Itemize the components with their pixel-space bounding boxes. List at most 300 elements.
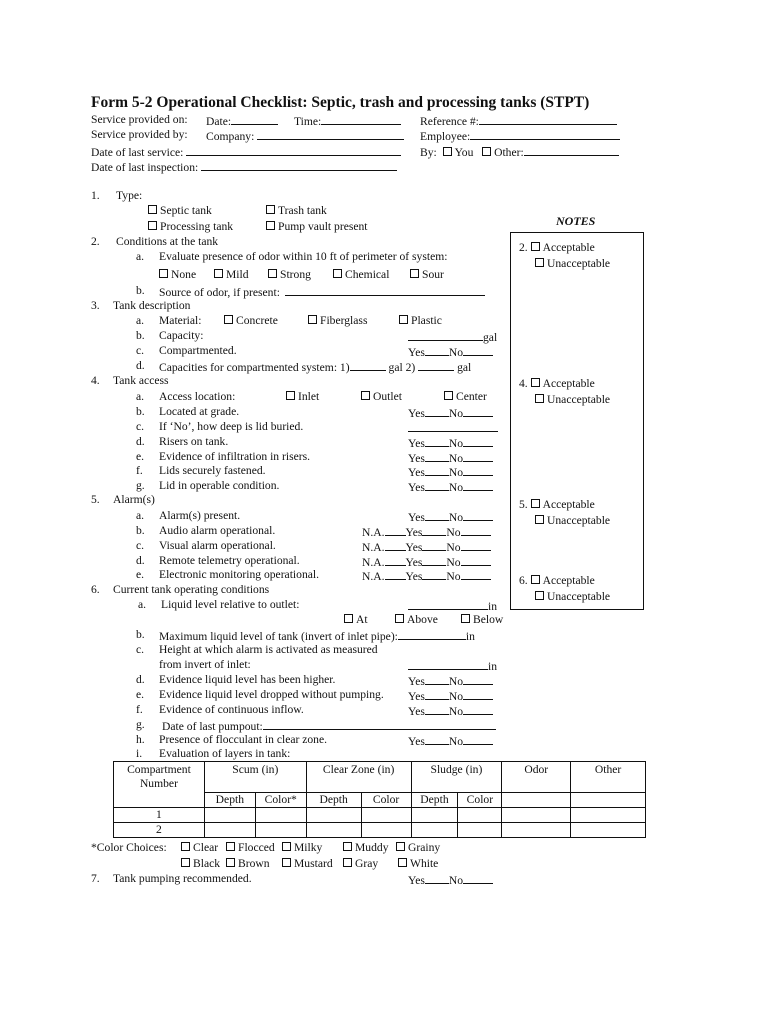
- section-5-number: 5.: [91, 493, 100, 506]
- alarm-height-label-2: from invert of inlet:: [159, 658, 251, 671]
- level-below-label: Below: [473, 613, 504, 626]
- reference-label: Reference #:: [420, 115, 479, 128]
- table-cell[interactable]: [571, 823, 646, 838]
- acceptable-label: Acceptable: [542, 377, 595, 390]
- notes-4-number: 4.: [519, 377, 528, 390]
- color-milky-checkbox[interactable]: [282, 842, 291, 851]
- odor-sour-option[interactable]: [410, 268, 444, 282]
- table-cell[interactable]: [458, 808, 502, 823]
- compartment-header: [114, 762, 205, 808]
- color-milky-option[interactable]: [282, 841, 322, 855]
- access-inlet-label: Inlet: [298, 390, 320, 403]
- remote-telemetry-label: Remote telemetry operational.: [159, 554, 300, 567]
- color-brown-label: Brown: [238, 857, 270, 870]
- located-at-grade-yes-no[interactable]: [408, 405, 493, 421]
- concrete-checkbox[interactable]: [224, 315, 233, 324]
- color-flocced-label: Flocced: [238, 841, 275, 854]
- reference-field[interactable]: [420, 113, 617, 129]
- visual-alarm-na-yes-no[interactable]: [362, 539, 491, 555]
- item-letter: a.: [136, 390, 145, 403]
- yes-label: Yes: [408, 481, 425, 494]
- item-letter: b.: [136, 284, 145, 297]
- color-grainy-label: Grainy: [408, 841, 441, 854]
- last-service-field[interactable]: [91, 144, 401, 160]
- access-center-label: Center: [456, 390, 487, 403]
- infiltration-label: Evidence of infiltration in risers.: [159, 450, 310, 463]
- table-cell[interactable]: [204, 808, 255, 823]
- risers-yes-no[interactable]: [408, 435, 493, 451]
- compartment-header-line1: Compartment: [127, 763, 191, 776]
- item-letter: g.: [136, 718, 145, 731]
- fiberglass-checkbox[interactable]: [308, 315, 317, 324]
- other-label: Other:: [494, 146, 524, 159]
- compartment-capacities-field[interactable]: [159, 359, 471, 375]
- table-cell[interactable]: [571, 808, 646, 823]
- item-letter: a.: [138, 598, 147, 611]
- section-6-label: Current tank operating conditions: [113, 583, 270, 596]
- access-outlet-option[interactable]: [361, 390, 402, 404]
- electronic-monitoring-label: Electronic monitoring operational.: [159, 568, 320, 581]
- color-mustard-label: Mustard: [294, 857, 333, 870]
- color-brown-option[interactable]: [226, 857, 270, 871]
- capacity-label: Capacity:: [159, 329, 204, 342]
- odor-evaluation-label: Evaluate presence of odor within 10 ft of perimeter of system:: [159, 250, 448, 263]
- service-on-label: Service provided on:: [91, 113, 188, 126]
- yes-label: Yes: [408, 407, 425, 420]
- material-label: Material:: [159, 314, 202, 327]
- color-brown-checkbox[interactable]: [226, 858, 235, 867]
- gal-unit: gal: [457, 361, 472, 374]
- table-cell[interactable]: [458, 823, 502, 838]
- color-white-option[interactable]: [398, 857, 438, 871]
- yes-label: Yes: [405, 556, 423, 569]
- odor-none-checkbox[interactable]: [159, 269, 168, 278]
- compartmented-label: Compartmented.: [159, 344, 237, 357]
- level-higher-yes-no[interactable]: [408, 673, 493, 689]
- color-milky-label: Milky: [294, 841, 323, 854]
- septic-tank-label: Septic tank: [160, 204, 212, 217]
- no-label: No: [448, 511, 464, 524]
- layers-table: [113, 761, 646, 838]
- item-letter: h.: [136, 733, 145, 746]
- scum-header: Scum (in): [204, 762, 306, 793]
- item-letter: e.: [136, 688, 145, 701]
- lid-operable-yes-no[interactable]: [408, 479, 493, 495]
- notes-2-number: 2.: [519, 241, 528, 254]
- yes-label: Yes: [408, 690, 425, 703]
- notes-title: NOTES: [556, 214, 596, 228]
- notes-4-unacceptable-checkbox[interactable]: [535, 394, 544, 403]
- odor-strong-option[interactable]: [268, 268, 311, 282]
- section-5-label: Alarm(s): [113, 493, 155, 506]
- pumping-recommended-label: Tank pumping recommended.: [113, 872, 252, 885]
- color-black-checkbox[interactable]: [181, 858, 190, 867]
- item-letter: e.: [136, 568, 145, 581]
- color-grainy-option[interactable]: [396, 841, 440, 855]
- na-label: N.A.: [362, 556, 385, 569]
- unacceptable-label: Unacceptable: [547, 590, 611, 603]
- notes-5-number: 5.: [519, 498, 528, 511]
- na-label: N.A.: [362, 526, 385, 539]
- color-clear-option[interactable]: [181, 841, 218, 855]
- alarm-present-yes-no[interactable]: [408, 509, 493, 525]
- lids-fastened-yes-no[interactable]: [408, 464, 493, 480]
- no-label: No: [448, 690, 464, 703]
- item-letter: b.: [136, 628, 145, 641]
- other-header: Other: [571, 762, 646, 793]
- level-at-label: At: [356, 613, 368, 626]
- unacceptable-label: Unacceptable: [547, 514, 611, 527]
- company-field[interactable]: [206, 128, 404, 144]
- last-pumpout-field[interactable]: [162, 718, 496, 734]
- visual-alarm-label: Visual alarm operational.: [159, 539, 276, 552]
- color-gray-option[interactable]: [343, 857, 378, 871]
- notes-2-unacceptable[interactable]: [535, 257, 610, 271]
- time-field[interactable]: [294, 113, 401, 129]
- alarm-height-label-1: Height at which alarm is activated as measured: [159, 643, 378, 656]
- color-choices-label: *Color Choices:: [91, 841, 167, 854]
- access-center-checkbox[interactable]: [444, 391, 453, 400]
- trash-tank-label: Trash tank: [278, 204, 327, 217]
- section-7-number: 7.: [91, 872, 100, 885]
- level-at-option[interactable]: [344, 613, 368, 627]
- continuous-inflow-label: Evidence of continuous inflow.: [159, 703, 304, 716]
- you-checkbox[interactable]: [443, 147, 452, 156]
- capacity-field[interactable]: [408, 329, 497, 345]
- access-outlet-label: Outlet: [373, 390, 402, 403]
- trash-tank-checkbox[interactable]: [266, 205, 275, 214]
- company-label: Company:: [206, 130, 255, 143]
- odor-mild-checkbox[interactable]: [214, 269, 223, 278]
- color-flocced-option[interactable]: [226, 841, 275, 855]
- page-title: Form 5-2 Operational Checklist: Septic, trash and processing tanks (STPT): [91, 94, 590, 111]
- notes-5-unacceptable-checkbox[interactable]: [535, 515, 544, 524]
- acceptable-label: Acceptable: [542, 498, 595, 511]
- clear-zone-header: Clear Zone (in): [306, 762, 411, 793]
- item-letter: c.: [136, 539, 145, 552]
- unacceptable-label: Unacceptable: [547, 257, 611, 270]
- color-mustard-checkbox[interactable]: [282, 858, 291, 867]
- flocculant-label: Presence of flocculant in clear zone.: [159, 733, 328, 746]
- pump-vault-option[interactable]: [266, 220, 368, 234]
- flocculant-yes-no[interactable]: [408, 733, 493, 749]
- section-1-number: 1.: [91, 189, 100, 202]
- clear-zone-depth-header: Depth: [306, 793, 361, 808]
- acceptable-label: Acceptable: [542, 574, 595, 587]
- notes-2-acceptable[interactable]: [519, 241, 595, 255]
- color-white-label: White: [410, 857, 439, 870]
- employee-field[interactable]: [420, 128, 620, 144]
- color-black-label: Black: [193, 857, 221, 870]
- in-unit: in: [465, 630, 475, 643]
- fiberglass-label: Fiberglass: [320, 314, 368, 327]
- sludge-color-header: Color: [458, 793, 502, 808]
- processing-tank-label: Processing tank: [160, 220, 234, 233]
- alarm-present-label: Alarm(s) present.: [159, 509, 241, 522]
- item-letter: a.: [136, 314, 145, 327]
- odor-none-label: None: [171, 268, 197, 281]
- section-2-label: Conditions at the tank: [116, 235, 219, 248]
- item-letter: d.: [136, 435, 145, 448]
- risers-label: Risers on tank.: [159, 435, 229, 448]
- yes-label: Yes: [408, 346, 425, 359]
- notes-2-unacceptable-checkbox[interactable]: [535, 258, 544, 267]
- table-cell[interactable]: [255, 808, 306, 823]
- table-cell[interactable]: [306, 808, 361, 823]
- concrete-option[interactable]: [224, 314, 278, 328]
- processing-tank-checkbox[interactable]: [148, 221, 157, 230]
- item-letter: c.: [136, 643, 145, 656]
- color-mustard-option[interactable]: [282, 857, 333, 871]
- located-at-grade-label: Located at grade.: [159, 405, 240, 418]
- yes-label: Yes: [408, 466, 425, 479]
- table-row: [114, 823, 646, 838]
- in-unit: in: [488, 600, 498, 613]
- scum-depth-header: Depth: [204, 793, 255, 808]
- row-number: 2: [114, 823, 205, 838]
- item-letter: d.: [136, 359, 145, 372]
- fiberglass-option[interactable]: [308, 314, 367, 328]
- color-flocced-checkbox[interactable]: [226, 842, 235, 851]
- yes-label: Yes: [408, 511, 425, 524]
- yes-label: Yes: [408, 437, 425, 450]
- plastic-option[interactable]: [399, 314, 442, 328]
- last-inspection-label: Date of last inspection:: [91, 161, 199, 174]
- yes-label: Yes: [408, 705, 425, 718]
- no-label: No: [448, 452, 464, 465]
- notes-6-unacceptable[interactable]: [535, 590, 610, 604]
- item-letter: a.: [136, 250, 145, 263]
- compartmented-yes-no[interactable]: [408, 344, 493, 360]
- compartment-capacities-label: Capacities for compartmented system: 1): [159, 361, 350, 374]
- item-letter: f.: [136, 703, 143, 716]
- na-label: N.A.: [362, 570, 385, 583]
- section-4-label: Tank access: [113, 374, 169, 387]
- row-number: 1: [114, 808, 205, 823]
- gal-unit: gal 2): [388, 361, 416, 374]
- color-gray-label: Gray: [355, 857, 379, 870]
- color-muddy-option[interactable]: [343, 841, 389, 855]
- odor-header: Odor: [502, 762, 571, 793]
- no-label: No: [448, 346, 464, 359]
- access-center-option[interactable]: [444, 390, 487, 404]
- notes-4-acceptable[interactable]: [519, 377, 595, 391]
- in-unit: in: [488, 660, 498, 673]
- level-dropped-label: Evidence liquid level dropped without pumping.: [159, 688, 384, 701]
- plastic-label: Plastic: [411, 314, 442, 327]
- max-liquid-level-field[interactable]: [159, 628, 475, 644]
- level-above-option[interactable]: [395, 613, 438, 627]
- trash-tank-option[interactable]: [266, 204, 327, 218]
- concrete-label: Concrete: [236, 314, 278, 327]
- access-location-label: Access location:: [159, 390, 236, 403]
- liquid-level-field[interactable]: [408, 598, 497, 614]
- no-label: No: [448, 481, 464, 494]
- item-letter: i.: [136, 747, 143, 760]
- septic-tank-checkbox[interactable]: [148, 205, 157, 214]
- yes-label: Yes: [405, 541, 423, 554]
- table-cell[interactable]: [204, 823, 255, 838]
- pump-vault-label: Pump vault present: [278, 220, 368, 233]
- table-cell[interactable]: [411, 823, 458, 838]
- color-clear-checkbox[interactable]: [181, 842, 190, 851]
- sludge-header: Sludge (in): [411, 762, 502, 793]
- item-letter: c.: [136, 420, 145, 433]
- notes-6-unacceptable-checkbox[interactable]: [535, 591, 544, 600]
- employee-label: Employee:: [420, 130, 471, 143]
- notes-6-acceptable[interactable]: [519, 574, 595, 588]
- level-dropped-yes-no[interactable]: [408, 688, 493, 704]
- by-field[interactable]: [420, 144, 619, 160]
- yes-label: Yes: [405, 526, 423, 539]
- pumping-recommended-yes-no[interactable]: [408, 872, 493, 888]
- access-inlet-option[interactable]: [286, 390, 319, 404]
- odor-strong-label: Strong: [280, 268, 311, 281]
- lid-operable-label: Lid in operable condition.: [159, 479, 280, 492]
- item-letter: c.: [136, 344, 145, 357]
- other-checkbox[interactable]: [482, 147, 491, 156]
- no-label: No: [448, 466, 464, 479]
- no-label: No: [446, 556, 461, 569]
- no-label: No: [448, 675, 464, 688]
- section-3-number: 3.: [91, 299, 100, 312]
- level-higher-label: Evidence liquid level has been higher.: [159, 673, 336, 686]
- you-label: You: [454, 146, 474, 159]
- no-label: No: [448, 437, 464, 450]
- no-label: No: [446, 526, 461, 539]
- item-letter: a.: [136, 509, 145, 522]
- color-black-option[interactable]: [181, 857, 220, 871]
- yes-label: Yes: [408, 452, 425, 465]
- odor-strong-checkbox[interactable]: [268, 269, 277, 278]
- color-grainy-checkbox[interactable]: [396, 842, 405, 851]
- yes-label: Yes: [405, 570, 423, 583]
- no-label: No: [448, 874, 464, 887]
- odor-none-option[interactable]: [159, 268, 196, 282]
- access-inlet-checkbox[interactable]: [286, 391, 295, 400]
- table-cell[interactable]: [502, 808, 571, 823]
- odor-chemical-option[interactable]: [333, 268, 389, 282]
- notes-4-acceptable-checkbox[interactable]: [531, 378, 540, 387]
- color-gray-checkbox[interactable]: [343, 858, 352, 867]
- odor-chemical-label: Chemical: [345, 268, 390, 281]
- odor-source-field[interactable]: [159, 284, 485, 300]
- level-above-label: Above: [407, 613, 438, 626]
- yes-label: Yes: [408, 675, 425, 688]
- color-clear-label: Clear: [193, 841, 219, 854]
- notes-5-acceptable-checkbox[interactable]: [531, 499, 540, 508]
- processing-tank-option[interactable]: [148, 220, 233, 234]
- color-muddy-label: Muddy: [355, 841, 389, 854]
- acceptable-label: Acceptable: [542, 241, 595, 254]
- odor-chemical-checkbox[interactable]: [333, 269, 342, 278]
- electronic-monitoring-na-yes-no[interactable]: [362, 568, 491, 584]
- notes-5-acceptable[interactable]: [519, 498, 595, 512]
- last-service-label: Date of last service:: [91, 146, 184, 159]
- lids-fastened-label: Lids securely fastened.: [159, 464, 266, 477]
- item-letter: g.: [136, 479, 145, 492]
- section-2-number: 2.: [91, 235, 100, 248]
- table-cell[interactable]: [306, 823, 361, 838]
- na-label: N.A.: [362, 541, 385, 554]
- unacceptable-label: Unacceptable: [547, 393, 611, 406]
- item-letter: b.: [136, 329, 145, 342]
- date-field[interactable]: [206, 113, 278, 129]
- by-label: By:: [420, 146, 437, 159]
- audio-alarm-na-yes-no[interactable]: [362, 524, 491, 540]
- audio-alarm-label: Audio alarm operational.: [159, 524, 276, 537]
- color-muddy-checkbox[interactable]: [343, 842, 352, 851]
- item-letter: f.: [136, 464, 143, 477]
- yes-label: Yes: [408, 874, 425, 887]
- table-row: [114, 808, 646, 823]
- section-4-number: 4.: [91, 374, 100, 387]
- odor-mild-option[interactable]: [214, 268, 249, 282]
- section-3-label: Tank description: [113, 299, 191, 312]
- yes-label: Yes: [408, 735, 425, 748]
- level-at-checkbox[interactable]: [344, 614, 353, 623]
- odor-sour-checkbox[interactable]: [410, 269, 419, 278]
- plastic-checkbox[interactable]: [399, 315, 408, 324]
- notes-5-unacceptable[interactable]: [535, 514, 610, 528]
- no-label: No: [448, 407, 464, 420]
- time-label: Time:: [294, 115, 322, 128]
- access-outlet-checkbox[interactable]: [361, 391, 370, 400]
- pump-vault-checkbox[interactable]: [266, 221, 275, 230]
- notes-4-unacceptable[interactable]: [535, 393, 610, 407]
- table-cell[interactable]: [502, 823, 571, 838]
- table-cell[interactable]: [361, 808, 411, 823]
- continuous-inflow-yes-no[interactable]: [408, 703, 493, 719]
- compartment-header-line2: Number: [139, 777, 178, 790]
- odor-source-label: Source of odor, if present:: [159, 286, 280, 299]
- notes-6-number: 6.: [519, 574, 528, 587]
- item-letter: b.: [136, 524, 145, 537]
- section-1-label: Type:: [116, 189, 143, 202]
- item-letter: e.: [136, 450, 145, 463]
- lid-depth-field[interactable]: [408, 420, 498, 436]
- notes-2-acceptable-checkbox[interactable]: [531, 242, 540, 251]
- level-below-option[interactable]: [461, 613, 503, 627]
- odor-sour-label: Sour: [422, 268, 444, 281]
- other-subheader-cell: [571, 793, 646, 808]
- no-label: No: [448, 735, 464, 748]
- alarm-height-field[interactable]: [408, 658, 497, 674]
- max-liquid-level-label: Maximum liquid level of tank (invert of inlet pipe):: [159, 630, 398, 643]
- level-above-checkbox[interactable]: [395, 614, 404, 623]
- table-cell[interactable]: [361, 823, 411, 838]
- service-by-label: Service provided by:: [91, 128, 188, 141]
- scum-color-header: Color*: [255, 793, 306, 808]
- level-below-checkbox[interactable]: [461, 614, 470, 623]
- table-cell[interactable]: [255, 823, 306, 838]
- color-white-checkbox[interactable]: [398, 858, 407, 867]
- table-cell[interactable]: [411, 808, 458, 823]
- lid-depth-label: If ‘No’, how deep is lid buried.: [159, 420, 304, 433]
- odor-mild-label: Mild: [226, 268, 249, 281]
- layers-evaluation-label: Evaluation of layers in tank:: [159, 747, 291, 760]
- notes-panel: [510, 232, 644, 610]
- septic-tank-option[interactable]: [148, 204, 212, 218]
- item-letter: b.: [136, 405, 145, 418]
- liquid-level-label: Liquid level relative to outlet:: [161, 598, 300, 611]
- clear-zone-color-header: Color: [361, 793, 411, 808]
- section-6-number: 6.: [91, 583, 100, 596]
- item-letter: d.: [136, 554, 145, 567]
- notes-6-acceptable-checkbox[interactable]: [531, 575, 540, 584]
- last-inspection-field[interactable]: [91, 159, 397, 175]
- item-letter: d.: [136, 673, 145, 686]
